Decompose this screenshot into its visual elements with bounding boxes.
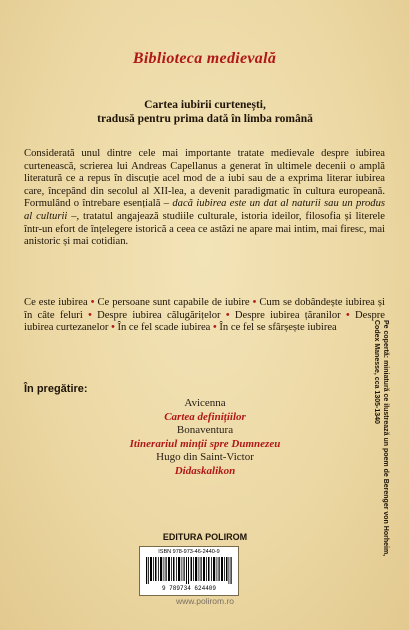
description-text-b: –, tratatul angajează studiile culturale, istoria ideilor, filosofia și literele într-un efort de înțelegere istorică a ceea ce astăzi ne apare mai intim, mai firesc, mai anistoric și mai cotidian. — [24, 210, 385, 248]
bullet: • — [88, 309, 92, 321]
bullet: • — [213, 322, 217, 334]
contents-item: Despre iubirea țăranilor — [234, 309, 341, 321]
bullet: • — [111, 322, 115, 334]
barcode-icon — [146, 557, 232, 584]
credit-line-2: Codex Manesse, cca 1305-1340 — [373, 320, 380, 424]
credit-line-1: Pe copertă: miniatură ce ilustrează un poem de Berenger von Horheim, — [382, 320, 389, 557]
title-line-1: Cartea iubirii curtenești, — [144, 99, 266, 111]
cover-image-credit — [372, 320, 390, 580]
book-author: Bonaventura — [176, 424, 234, 436]
in-preparation-list — [120, 397, 290, 478]
description-text-a: Considerată unul dintre cele mai importante tratate medievale despre iubirea curtenească, scrierea lui Andreas Capellanus a generat în ultimele decenii o amplă literatură ce a repus în discuție acel mod de a iubi sau de a exprima literar iubirea care, începând din secolul al XII-lea, a devenit paradigmatic în cultura europeană. Formulând o întrebare esențială – — [24, 148, 385, 210]
bullet: • — [90, 297, 95, 308]
book-title — [30, 98, 380, 126]
contents-paragraph — [24, 297, 385, 335]
book-author: Avicenna — [184, 397, 226, 409]
description-paragraph — [24, 148, 385, 249]
description-emphasis: dacă iubirea este un dat al naturii sau un produs al culturii — [24, 198, 386, 222]
barcode-label — [139, 546, 239, 596]
isbn-text: ISBN 978-973-46-2440-9 — [158, 549, 220, 555]
bullet: • — [225, 309, 230, 321]
in-preparation-heading: În pregătire: — [24, 383, 88, 395]
publisher-name: EDITURA POLIROM — [162, 532, 248, 542]
contents-item: În ce fel scade iubirea — [117, 322, 211, 334]
barcode-number: 9 789734 624409 — [161, 585, 216, 592]
book-name: Cartea definițiilor — [164, 410, 246, 423]
book-name: Didaskalikon — [174, 464, 236, 477]
contents-item: Ce persoane sunt capabile de iubire — [97, 297, 250, 308]
series-title: Biblioteca medievală — [132, 50, 277, 67]
contents-item: În ce fel se sfârșește iubirea — [219, 322, 337, 334]
publisher-website[interactable]: www.polirom.ro — [175, 596, 235, 606]
bullet: • — [252, 297, 257, 308]
contents-item: Despre iubirea curtezanelor — [24, 309, 385, 334]
contents-item: Despre iubirea călugărițelor — [97, 309, 221, 321]
book-name: Itinerariul minții spre Dumnezeu — [129, 437, 281, 450]
title-line-2: tradusă pentru prima dată în limba română — [97, 113, 313, 125]
bullet: • — [345, 309, 350, 321]
contents-item: Ce este iubirea — [24, 297, 88, 308]
book-author: Hugo din Saint-Victor — [156, 451, 254, 463]
contents-item: Cum se dobândește iubirea și în câte feluri — [24, 297, 385, 321]
